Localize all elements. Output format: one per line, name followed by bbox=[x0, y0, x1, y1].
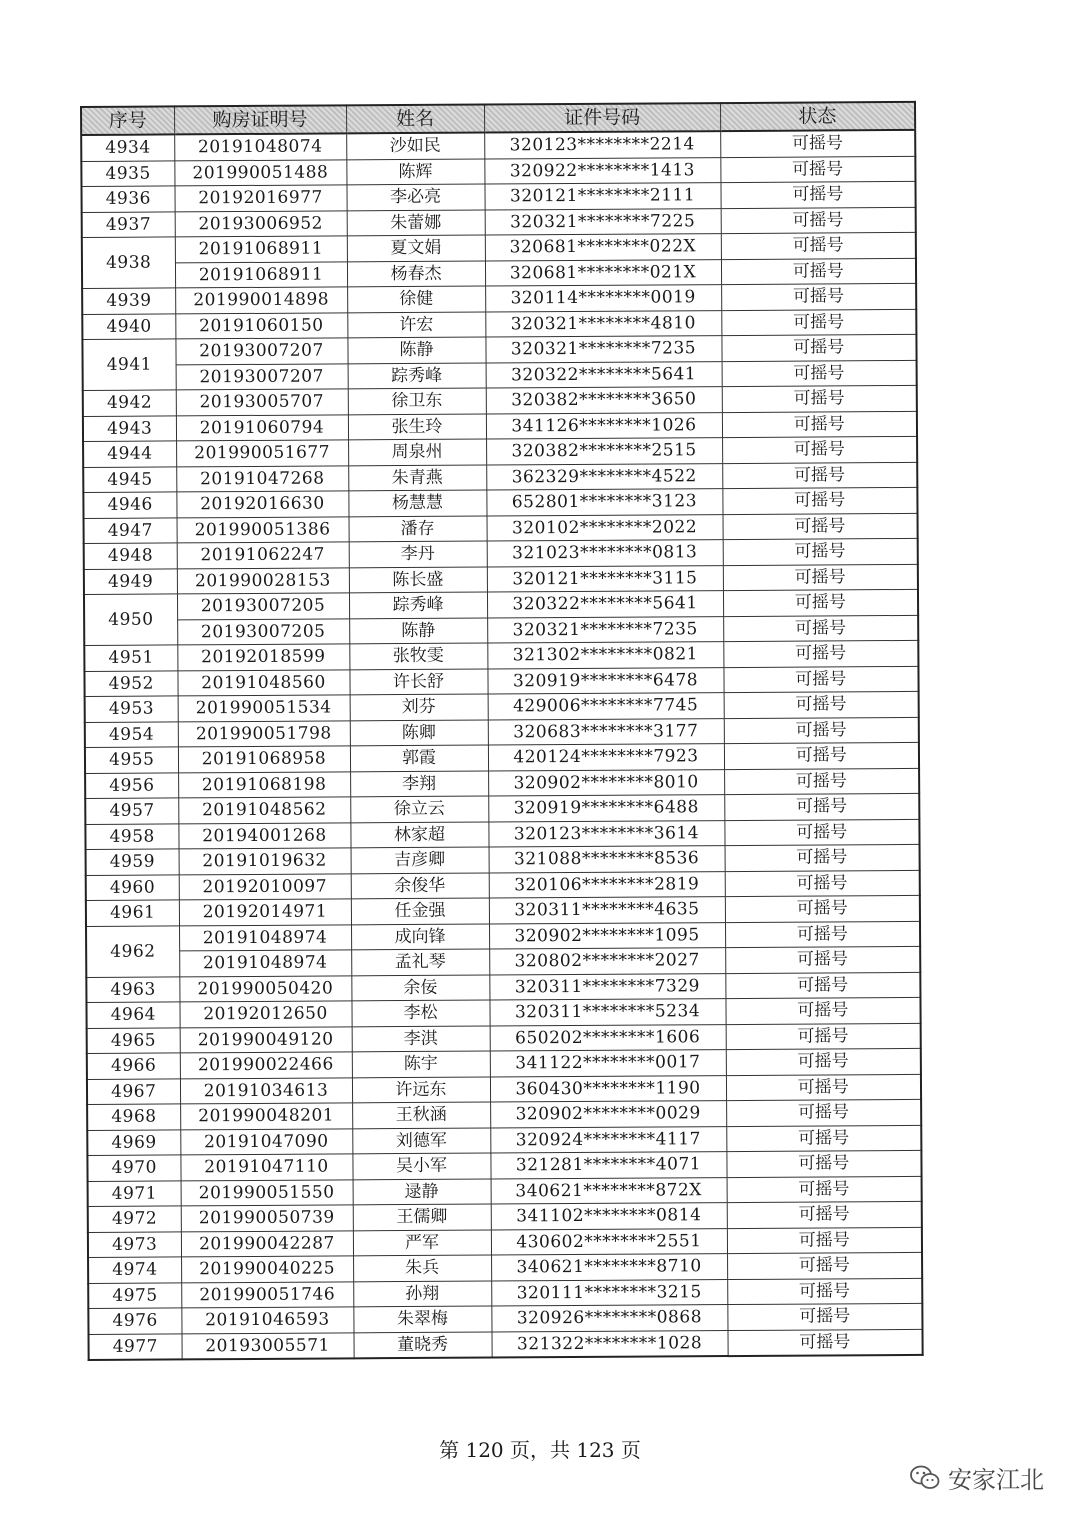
cell-certificate-no: 20191048562 bbox=[178, 797, 350, 824]
cell-name: 夏文娟 bbox=[347, 235, 485, 261]
table-body bbox=[81, 130, 922, 1360]
cell-certificate-no: 20193007205 bbox=[177, 593, 349, 620]
cell-certificate-no: 20191046593 bbox=[181, 1307, 353, 1334]
cell-id-no: 340621********872X bbox=[491, 1177, 727, 1204]
cell-certificate-no: 20192010097 bbox=[179, 873, 351, 900]
cell-id-no: 321281********4071 bbox=[490, 1152, 726, 1179]
cell-seq: 4934 bbox=[81, 134, 174, 161]
cell-id-no: 341126********1026 bbox=[486, 412, 722, 439]
cell-certificate-no: 201990051488 bbox=[174, 159, 346, 186]
cell-certificate-no: 20191068958 bbox=[178, 746, 350, 773]
cell-seq: 4945 bbox=[83, 466, 176, 492]
cell-status: 可摇号 bbox=[727, 1252, 922, 1279]
cell-id-no: 320106********2819 bbox=[489, 871, 725, 898]
cell-name: 李淇 bbox=[352, 1026, 490, 1052]
cell-id-no: 362329********4522 bbox=[486, 463, 722, 490]
cell-seq: 4948 bbox=[84, 543, 177, 569]
cell-certificate-no: 201990051550 bbox=[181, 1179, 353, 1206]
cell-seq: 4964 bbox=[86, 1002, 179, 1028]
cell-seq: 4951 bbox=[84, 645, 177, 671]
cell-id-no: 320902********1095 bbox=[489, 922, 725, 949]
cell-certificate-no: 20193007207 bbox=[175, 338, 347, 365]
cell-id-no: 320121********2111 bbox=[484, 183, 720, 210]
cell-status: 可摇号 bbox=[720, 130, 915, 157]
cell-id-no: 320321********7235 bbox=[485, 336, 721, 363]
cell-seq: 4975 bbox=[88, 1282, 181, 1308]
cell-status: 可摇号 bbox=[722, 385, 917, 412]
cell-seq: 4944 bbox=[83, 441, 176, 467]
cell-seq: 4966 bbox=[87, 1053, 180, 1079]
cell-certificate-no: 20191068911 bbox=[175, 261, 347, 288]
cell-status: 可摇号 bbox=[727, 1201, 922, 1228]
cell-name: 逯静 bbox=[353, 1179, 491, 1205]
cell-name: 朱蕾娜 bbox=[347, 210, 485, 236]
cell-name: 杨春杰 bbox=[347, 261, 485, 287]
header-id-no: 证件号码 bbox=[484, 103, 720, 132]
cell-name: 成向锋 bbox=[351, 924, 489, 950]
cell-status: 可摇号 bbox=[727, 1303, 922, 1330]
cell-id-no: 320322********5641 bbox=[487, 591, 723, 618]
cell-seq: 4971 bbox=[88, 1180, 181, 1206]
cell-status: 可摇号 bbox=[726, 1125, 921, 1152]
cell-status: 可摇号 bbox=[726, 1074, 921, 1101]
cell-certificate-no: 20191068911 bbox=[175, 236, 347, 263]
cell-name: 林家超 bbox=[350, 822, 488, 848]
cell-id-no: 340621********8710 bbox=[491, 1254, 727, 1281]
cell-id-no: 341102********0814 bbox=[491, 1203, 727, 1230]
cell-status: 可摇号 bbox=[724, 717, 919, 744]
cell-seq: 4953 bbox=[85, 696, 178, 722]
cell-name: 董晓秀 bbox=[353, 1332, 491, 1359]
cell-id-no: 320321********7235 bbox=[487, 616, 723, 643]
cell-name: 徐立云 bbox=[350, 796, 488, 822]
cell-name: 陈卿 bbox=[350, 720, 488, 746]
cell-status: 可摇号 bbox=[726, 1023, 921, 1050]
cell-id-no: 320919********6478 bbox=[487, 667, 723, 694]
cell-name: 杨慧慧 bbox=[348, 490, 486, 516]
cell-name: 李松 bbox=[351, 1000, 489, 1026]
cell-certificate-no: 201990049120 bbox=[180, 1026, 352, 1053]
cell-id-no: 321023********0813 bbox=[487, 540, 723, 567]
cell-status: 可摇号 bbox=[725, 921, 920, 948]
cell-certificate-no: 20191019632 bbox=[179, 848, 351, 875]
cell-id-no: 320311********7329 bbox=[489, 973, 725, 1000]
cell-certificate-no: 20192016977 bbox=[174, 185, 346, 212]
cell-id-no: 320123********2214 bbox=[484, 131, 720, 158]
cell-id-no: 650202********1606 bbox=[490, 1024, 726, 1051]
cell-name: 吉彦卿 bbox=[351, 847, 489, 873]
cell-status: 可摇号 bbox=[720, 181, 915, 208]
cell-seq: 4968 bbox=[87, 1104, 180, 1130]
cell-certificate-no: 20191047090 bbox=[180, 1128, 352, 1155]
cell-id-no: 320121********3115 bbox=[487, 565, 723, 592]
header-name: 姓名 bbox=[346, 105, 484, 134]
cell-id-no: 320681********021X bbox=[485, 259, 721, 286]
header-seq: 序号 bbox=[81, 106, 174, 135]
cell-name: 潘存 bbox=[349, 516, 487, 542]
cell-status: 可摇号 bbox=[723, 666, 918, 693]
cell-certificate-no: 20191047268 bbox=[176, 465, 348, 492]
cell-certificate-no: 20191060150 bbox=[175, 312, 347, 339]
cell-status: 可摇号 bbox=[725, 844, 920, 871]
watermark-text: 安家江北 bbox=[948, 1466, 1044, 1494]
cell-certificate-no: 201990022466 bbox=[180, 1052, 352, 1079]
cell-name: 李必亮 bbox=[346, 184, 484, 210]
cell-name: 严军 bbox=[353, 1230, 491, 1256]
cell-certificate-no: 201990048201 bbox=[180, 1103, 352, 1130]
cell-name: 徐卫东 bbox=[348, 388, 486, 414]
cell-seq: 4960 bbox=[86, 874, 179, 900]
cell-name: 许远东 bbox=[352, 1077, 490, 1103]
cell-certificate-no: 20192018599 bbox=[177, 644, 349, 671]
cell-seq: 4962 bbox=[86, 925, 179, 977]
cell-name: 李翔 bbox=[350, 771, 488, 797]
cell-status: 可摇号 bbox=[727, 1176, 922, 1203]
cell-status: 可摇号 bbox=[724, 691, 919, 718]
cell-seq: 4947 bbox=[84, 517, 177, 543]
cell-id-no: 321088********8536 bbox=[489, 846, 725, 873]
cell-status: 可摇号 bbox=[721, 232, 916, 259]
header-status: 状态 bbox=[720, 102, 915, 131]
cell-seq: 4937 bbox=[82, 211, 175, 237]
cell-status: 可摇号 bbox=[721, 334, 916, 361]
cell-status: 可摇号 bbox=[726, 1150, 921, 1177]
cell-id-no: 420124********7923 bbox=[488, 744, 724, 771]
cell-status: 可摇号 bbox=[723, 640, 918, 667]
cell-seq: 4936 bbox=[81, 186, 174, 212]
cell-id-no: 320123********3614 bbox=[488, 820, 724, 847]
cell-id-no: 652801********3123 bbox=[486, 489, 722, 516]
cell-status: 可摇号 bbox=[723, 564, 918, 591]
cell-name: 孙翔 bbox=[353, 1281, 491, 1307]
cell-seq: 4939 bbox=[82, 288, 175, 314]
cell-seq: 4935 bbox=[81, 160, 174, 186]
cell-id-no: 321302********0821 bbox=[487, 642, 723, 669]
cell-name: 张生玲 bbox=[348, 414, 486, 440]
cell-status: 可摇号 bbox=[725, 997, 920, 1024]
cell-certificate-no: 20191062247 bbox=[177, 542, 349, 569]
cell-name: 踪秀峰 bbox=[348, 363, 486, 389]
cell-seq: 4957 bbox=[85, 798, 178, 824]
cell-name: 余俊华 bbox=[351, 873, 489, 899]
cell-id-no: 320321********4810 bbox=[485, 310, 721, 337]
cell-id-no: 320919********6488 bbox=[488, 795, 724, 822]
cell-status: 可摇号 bbox=[723, 538, 918, 565]
cell-status: 可摇号 bbox=[721, 207, 916, 234]
cell-name: 陈静 bbox=[349, 618, 487, 644]
cell-seq: 4943 bbox=[83, 415, 176, 441]
cell-seq: 4952 bbox=[84, 670, 177, 696]
cell-name: 吴小军 bbox=[352, 1153, 490, 1179]
cell-status: 可摇号 bbox=[727, 1278, 922, 1305]
cell-name: 徐健 bbox=[347, 286, 485, 312]
cell-certificate-no: 201990050739 bbox=[181, 1205, 353, 1232]
cell-id-no: 320926********0868 bbox=[491, 1305, 727, 1332]
cell-id-no: 360430********1190 bbox=[490, 1075, 726, 1102]
cell-name: 郭霞 bbox=[350, 745, 488, 771]
cell-certificate-no: 201990051677 bbox=[176, 440, 348, 467]
cell-id-no: 320922********1413 bbox=[484, 157, 720, 184]
cell-status: 可摇号 bbox=[725, 946, 920, 973]
cell-status: 可摇号 bbox=[720, 156, 915, 183]
cell-seq: 4959 bbox=[86, 849, 179, 875]
purchase-certificate-table bbox=[80, 101, 924, 1361]
cell-name: 陈静 bbox=[347, 337, 485, 363]
watermark bbox=[910, 1460, 1044, 1495]
cell-seq: 4967 bbox=[87, 1078, 180, 1104]
cell-seq: 4973 bbox=[88, 1231, 181, 1257]
cell-status: 可摇号 bbox=[725, 895, 920, 922]
cell-name: 朱青燕 bbox=[348, 465, 486, 491]
cell-seq: 4956 bbox=[85, 772, 178, 798]
cell-certificate-no: 20193007205 bbox=[177, 618, 349, 645]
cell-id-no: 320683********3177 bbox=[488, 718, 724, 745]
cell-certificate-no: 20193005707 bbox=[176, 389, 348, 416]
cell-status: 可摇号 bbox=[727, 1329, 922, 1356]
cell-seq: 4969 bbox=[87, 1129, 180, 1155]
cell-certificate-no: 201990051798 bbox=[178, 720, 350, 747]
cell-certificate-no: 201990051746 bbox=[181, 1281, 353, 1308]
cell-id-no: 320102********2022 bbox=[487, 514, 723, 541]
cell-certificate-no: 201990051386 bbox=[177, 516, 349, 543]
cell-name: 张牧雯 bbox=[349, 643, 487, 669]
cell-certificate-no: 201990050420 bbox=[179, 975, 351, 1002]
cell-status: 可摇号 bbox=[724, 742, 919, 769]
cell-seq: 4955 bbox=[85, 747, 178, 773]
cell-seq: 4950 bbox=[84, 594, 177, 646]
cell-id-no: 320681********022X bbox=[485, 234, 721, 261]
cell-id-no: 320111********3215 bbox=[491, 1279, 727, 1306]
cell-name: 任金强 bbox=[351, 898, 489, 924]
cell-name: 陈长盛 bbox=[349, 567, 487, 593]
cell-status: 可摇号 bbox=[723, 513, 918, 540]
cell-name: 周泉州 bbox=[348, 439, 486, 465]
cell-status: 可摇号 bbox=[724, 819, 919, 846]
cell-certificate-no: 201990014898 bbox=[175, 287, 347, 314]
cell-name: 许宏 bbox=[347, 312, 485, 338]
cell-name: 朱兵 bbox=[353, 1255, 491, 1281]
cell-id-no: 320311********4635 bbox=[489, 897, 725, 924]
cell-seq: 4970 bbox=[87, 1155, 180, 1181]
cell-name: 踪秀峰 bbox=[349, 592, 487, 618]
cell-certificate-no: 20191048560 bbox=[177, 669, 349, 696]
cell-certificate-no: 20191048974 bbox=[179, 950, 351, 977]
cell-status: 可摇号 bbox=[726, 1048, 921, 1075]
cell-certificate-no: 20193007207 bbox=[176, 363, 348, 390]
cell-certificate-no: 20191047110 bbox=[180, 1154, 352, 1181]
cell-status: 可摇号 bbox=[725, 972, 920, 999]
cell-status: 可摇号 bbox=[721, 258, 916, 285]
cell-id-no: 320802********2027 bbox=[489, 948, 725, 975]
cell-id-no: 430602********2551 bbox=[491, 1228, 727, 1255]
cell-seq: 4949 bbox=[84, 568, 177, 594]
cell-name: 王秋涵 bbox=[352, 1102, 490, 1128]
cell-name: 沙如民 bbox=[346, 133, 484, 160]
cell-certificate-no: 20192014971 bbox=[179, 899, 351, 926]
cell-name: 刘德军 bbox=[352, 1128, 490, 1154]
cell-seq: 4954 bbox=[85, 721, 178, 747]
cell-name: 陈宇 bbox=[352, 1051, 490, 1077]
cell-id-no: 320114********0019 bbox=[485, 285, 721, 312]
cell-seq: 4942 bbox=[83, 390, 176, 416]
cell-certificate-no: 20191048074 bbox=[174, 133, 346, 160]
cell-status: 可摇号 bbox=[722, 462, 917, 489]
cell-certificate-no: 20191034613 bbox=[180, 1077, 352, 1104]
cell-id-no: 320382********3650 bbox=[486, 387, 722, 414]
cell-certificate-no: 20191060794 bbox=[176, 414, 348, 441]
cell-name: 陈辉 bbox=[346, 159, 484, 185]
cell-status: 可摇号 bbox=[722, 487, 917, 514]
cell-id-no: 320382********2515 bbox=[486, 438, 722, 465]
cell-status: 可摇号 bbox=[721, 309, 916, 336]
cell-certificate-no: 20191068198 bbox=[178, 771, 350, 798]
cell-certificate-no: 20193005571 bbox=[181, 1332, 353, 1359]
cell-name: 刘芬 bbox=[350, 694, 488, 720]
cell-id-no: 320311********5234 bbox=[489, 999, 725, 1026]
cell-name: 余佞 bbox=[351, 975, 489, 1001]
cell-id-no: 320902********0029 bbox=[490, 1101, 726, 1128]
cell-status: 可摇号 bbox=[726, 1099, 921, 1126]
cell-seq: 4938 bbox=[82, 237, 175, 289]
cell-name: 李丹 bbox=[349, 541, 487, 567]
cell-seq: 4946 bbox=[83, 492, 176, 518]
cell-seq: 4977 bbox=[89, 1333, 182, 1360]
cell-certificate-no: 20192012650 bbox=[179, 1001, 351, 1028]
cell-certificate-no: 201990051534 bbox=[178, 695, 350, 722]
cell-status: 可摇号 bbox=[722, 360, 917, 387]
cell-id-no: 320902********8010 bbox=[488, 769, 724, 796]
cell-seq: 4976 bbox=[88, 1308, 181, 1334]
cell-name: 朱翠梅 bbox=[353, 1306, 491, 1332]
cell-id-no: 320924********4117 bbox=[490, 1126, 726, 1153]
cell-seq: 4963 bbox=[86, 976, 179, 1002]
cell-id-no: 320321********7225 bbox=[485, 208, 721, 235]
cell-id-no: 341122********0017 bbox=[490, 1050, 726, 1077]
page-number: 第 120 页，共 123 页 bbox=[439, 1438, 641, 1462]
cell-status: 可摇号 bbox=[723, 589, 918, 616]
cell-certificate-no: 20191048974 bbox=[179, 924, 351, 951]
cell-seq: 4974 bbox=[88, 1257, 181, 1283]
cell-name: 王儒卿 bbox=[353, 1204, 491, 1230]
cell-status: 可摇号 bbox=[723, 615, 918, 642]
cell-status: 可摇号 bbox=[722, 411, 917, 438]
cell-seq: 4958 bbox=[85, 823, 178, 849]
cell-seq: 4940 bbox=[82, 313, 175, 339]
cell-certificate-no: 201990028153 bbox=[177, 567, 349, 594]
cell-status: 可摇号 bbox=[722, 436, 917, 463]
cell-name: 许长舒 bbox=[349, 669, 487, 695]
cell-seq: 4941 bbox=[82, 339, 175, 391]
cell-status: 可摇号 bbox=[724, 793, 919, 820]
cell-certificate-no: 20193006952 bbox=[175, 210, 347, 237]
cell-certificate-no: 20192016630 bbox=[176, 491, 348, 518]
cell-certificate-no: 201990042287 bbox=[181, 1230, 353, 1257]
cell-status: 可摇号 bbox=[727, 1227, 922, 1254]
cell-status: 可摇号 bbox=[724, 768, 919, 795]
table-row bbox=[89, 1329, 923, 1360]
cell-name: 孟礼琴 bbox=[351, 949, 489, 975]
cell-id-no: 321322********1028 bbox=[491, 1330, 727, 1357]
wechat-icon bbox=[910, 1465, 940, 1491]
cell-seq: 4972 bbox=[88, 1206, 181, 1232]
cell-seq: 4965 bbox=[87, 1027, 180, 1053]
cell-status: 可摇号 bbox=[725, 870, 920, 897]
cell-id-no: 429006********7745 bbox=[488, 693, 724, 720]
cell-id-no: 320322********5641 bbox=[486, 361, 722, 388]
header-certificate-no: 购房证明号 bbox=[174, 105, 346, 134]
cell-seq: 4961 bbox=[86, 900, 179, 926]
cell-certificate-no: 20194001268 bbox=[178, 822, 350, 849]
cell-status: 可摇号 bbox=[721, 283, 916, 310]
cell-certificate-no: 201990040225 bbox=[181, 1256, 353, 1283]
